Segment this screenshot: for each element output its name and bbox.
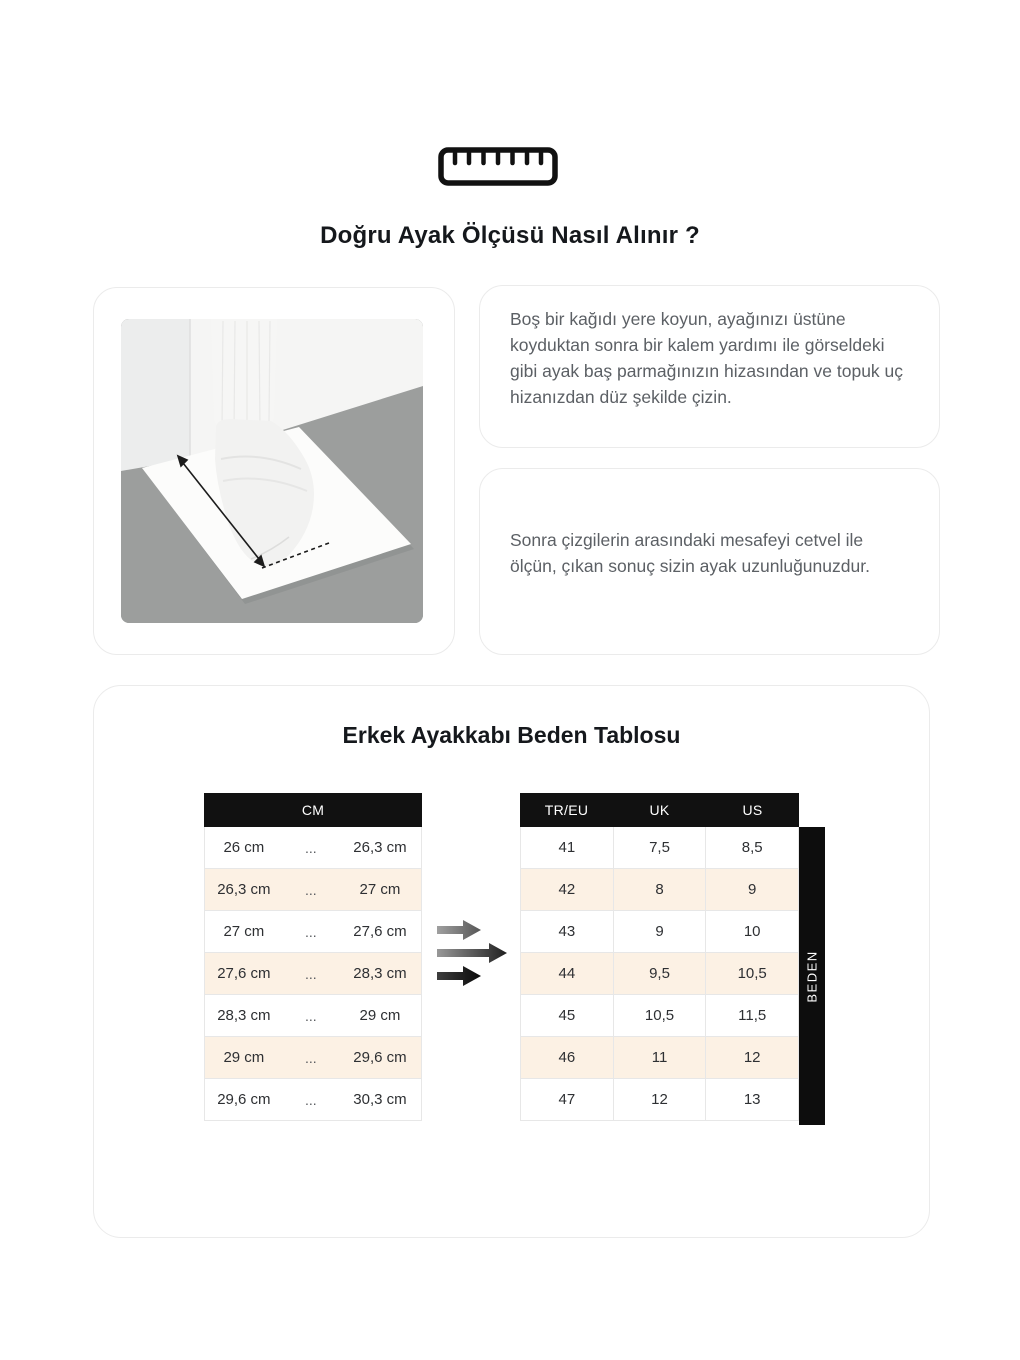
size-table-title: Erkek Ayakkabı Beden Tablosu	[342, 722, 681, 748]
uk-size: 12	[613, 1079, 706, 1120]
range-dots: ...	[304, 1091, 317, 1108]
us-size: 12	[705, 1037, 798, 1078]
intl-size-table-header	[520, 793, 799, 827]
cm-min: 28,3 cm	[217, 1007, 271, 1024]
instruction-step1-text: Boş bir kağıdı yere koyun, ayağınızı üstüne koyduktan sonra bir kalem yardımı ile görseldeki gibi ayak baş parmağınızın hizasından ve topuk uç hizanızdan düz şekilde çizin.	[510, 309, 904, 407]
table-row	[204, 953, 422, 995]
us-size: 10,5	[705, 953, 798, 994]
cm-table-header: CM	[204, 793, 422, 827]
cm-table	[204, 793, 422, 1121]
us-size: 10	[705, 911, 798, 952]
table-row	[520, 869, 799, 911]
col-header-uk: UK	[649, 802, 670, 818]
table-row	[520, 1037, 799, 1079]
cm-max: 27 cm	[359, 881, 401, 898]
cm-min: 26,3 cm	[217, 881, 271, 898]
cm-min: 29,6 cm	[217, 1091, 271, 1108]
range-dots: ...	[304, 1007, 317, 1024]
cm-min: 29 cm	[223, 1049, 265, 1066]
us-size: 13	[705, 1079, 798, 1120]
table-row	[204, 827, 422, 869]
instruction-card-1	[479, 285, 940, 448]
treu-size: 46	[558, 1049, 576, 1066]
cm-max: 28,3 cm	[353, 965, 407, 982]
instruction-card-2	[479, 468, 940, 655]
range-dots: ...	[304, 839, 317, 856]
transfer-arrows-icon	[437, 918, 515, 990]
table-row	[520, 911, 799, 953]
measurement-photo-card	[93, 287, 455, 655]
table-row	[520, 995, 799, 1037]
uk-size: 10,5	[613, 995, 706, 1036]
range-dots: ...	[304, 965, 317, 982]
uk-size: 7,5	[613, 827, 706, 868]
beden-side-label	[799, 827, 825, 1125]
treu-size: 47	[558, 1091, 576, 1108]
table-row	[520, 953, 799, 995]
beden-label-text: BEDEN	[804, 949, 820, 1003]
uk-size: 8	[613, 869, 706, 910]
uk-size: 9,5	[613, 953, 706, 994]
col-header-us: US	[742, 802, 763, 818]
cm-min: 26 cm	[223, 839, 265, 856]
us-size: 11,5	[705, 995, 798, 1036]
range-dots: ...	[304, 881, 317, 898]
cm-min: 27 cm	[223, 923, 265, 940]
treu-size: 41	[558, 839, 576, 856]
treu-size: 43	[558, 923, 576, 940]
range-dots: ...	[304, 923, 317, 940]
table-row	[204, 1079, 422, 1121]
table-row	[204, 1037, 422, 1079]
table-row	[204, 911, 422, 953]
cm-min: 27,6 cm	[217, 965, 271, 982]
cm-max: 27,6 cm	[353, 923, 407, 940]
ruler-icon	[437, 146, 559, 188]
intl-size-table	[520, 793, 799, 1121]
foot-measurement-photo	[121, 319, 423, 623]
cm-max: 29 cm	[359, 1007, 401, 1024]
table-row	[520, 827, 799, 869]
page-title: Doğru Ayak Ölçüsü Nasıl Alınır ?	[320, 222, 700, 249]
range-dots: ...	[304, 1049, 317, 1066]
uk-size: 9	[613, 911, 706, 952]
treu-size: 45	[558, 1007, 576, 1024]
cm-max: 26,3 cm	[353, 839, 407, 856]
treu-size: 42	[558, 881, 576, 898]
us-size: 8,5	[705, 827, 798, 868]
uk-size: 11	[613, 1037, 706, 1078]
instruction-step2-text: Sonra çizgilerin arasındaki mesafeyi cetvel ile ölçün, çıkan sonuç sizin ayak uzunluğunuzdur.	[510, 530, 870, 576]
table-row	[204, 995, 422, 1037]
table-row	[520, 1079, 799, 1121]
us-size: 9	[705, 869, 798, 910]
table-row	[204, 869, 422, 911]
treu-size: 44	[558, 965, 576, 982]
cm-max: 29,6 cm	[353, 1049, 407, 1066]
cm-max: 30,3 cm	[353, 1091, 407, 1108]
col-header-treu: TR/EU	[544, 802, 589, 818]
